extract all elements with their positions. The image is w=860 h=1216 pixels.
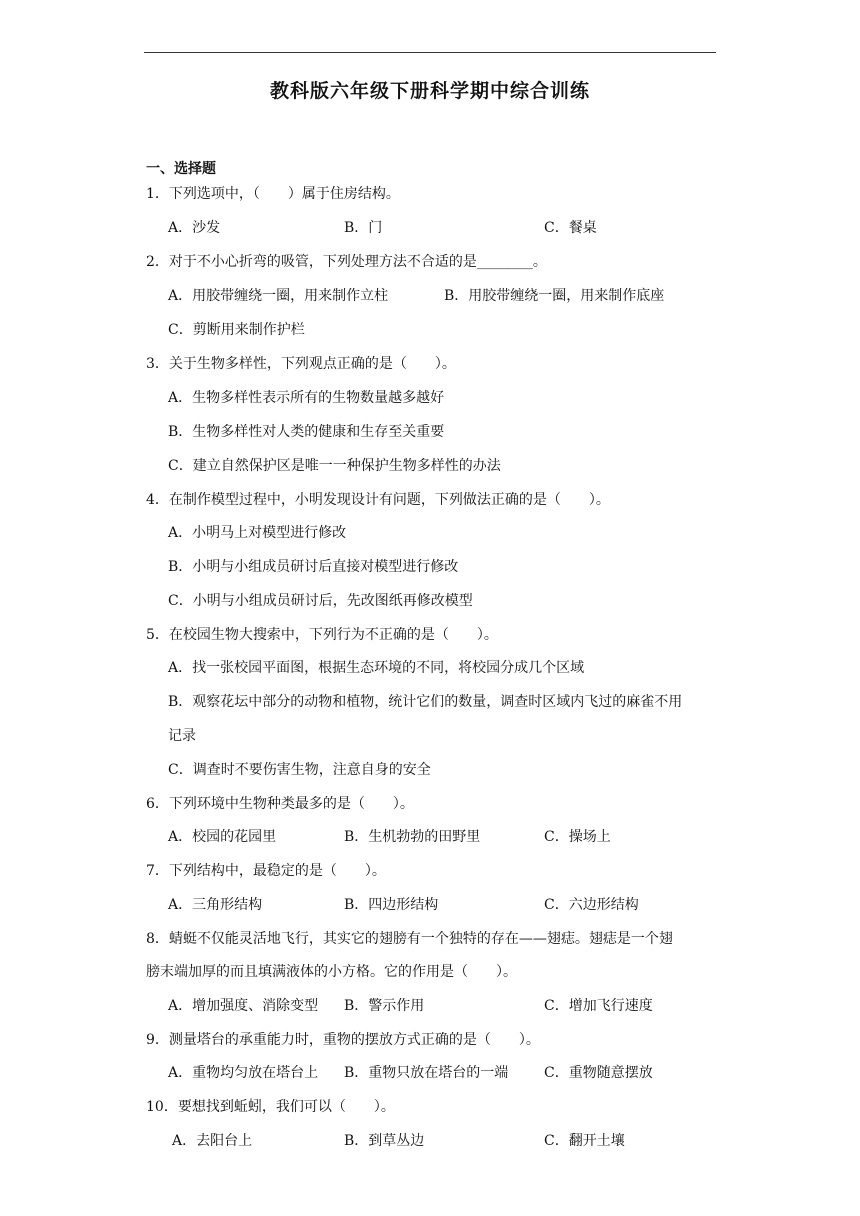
question-8-stem-continued: 膀末端加厚的而且填满液体的小方格。它的作用是（ ）。 bbox=[146, 964, 517, 980]
question-2-option-a: A．用胶带缠绕一圈，用来制作立柱 bbox=[168, 288, 389, 304]
question-9-option-a: A．重物均匀放在塔台上 bbox=[168, 1065, 319, 1081]
question-10-option-a: A．去阳台上 bbox=[172, 1133, 253, 1149]
question-4-option-c: C．小明与小组成员研讨后，先改图纸再修改模型 bbox=[168, 593, 473, 609]
question-3-option-a: A．生物多样性表示所有的生物数量越多越好 bbox=[168, 390, 445, 406]
question-6-stem: 6．下列环境中生物种类最多的是（ ）。 bbox=[146, 796, 414, 812]
question-1-option-b: B．门 bbox=[344, 220, 383, 236]
question-3-stem: 3．关于生物多样性，下列观点正确的是（ ）。 bbox=[146, 356, 456, 372]
question-2-option-b: B．用胶带缠绕一圈，用来制作底座 bbox=[444, 288, 665, 304]
question-8-stem: 8．蜻蜓不仅能灵活地飞行，其实它的翅膀有一个独特的存在——翅痣。翅痣是一个翅 bbox=[146, 931, 673, 947]
question-1-option-a: A．沙发 bbox=[168, 220, 221, 236]
question-8-option-c: C．增加飞行速度 bbox=[544, 998, 653, 1014]
question-6-option-c: C．操场上 bbox=[544, 829, 611, 845]
question-5-option-c: C．调查时不要伤害生物，注意自身的安全 bbox=[168, 762, 431, 778]
question-7-option-a: A．三角形结构 bbox=[168, 897, 263, 913]
question-10-option-c: C．翻开土壤 bbox=[544, 1133, 625, 1149]
question-4-option-a: A．小明马上对模型进行修改 bbox=[168, 525, 347, 541]
question-10-option-b: B．到草丛边 bbox=[344, 1133, 425, 1149]
document-title: 教科版六年级下册科学期中综合训练 bbox=[269, 80, 590, 102]
question-4-option-b: B．小明与小组成员研讨后直接对模型进行修改 bbox=[168, 559, 459, 575]
question-9-option-b: B．重物只放在塔台的一端 bbox=[344, 1065, 509, 1081]
question-5-option-b: B．观察花坛中部分的动物和植物，统计它们的数量，调查时区域内飞过的麻雀不用 bbox=[168, 694, 683, 710]
question-7-option-c: C．六边形结构 bbox=[544, 897, 639, 913]
question-2-stem: 2．对于不小心折弯的吸管，下列处理方法不合适的是________。 bbox=[146, 254, 547, 270]
question-5-stem: 5．在校园生物大搜索中，下列行为不正确的是（ ）。 bbox=[146, 627, 498, 643]
question-1-stem: 1．下列选项中，（ ）属于住房结构。 bbox=[146, 186, 400, 202]
question-2-option-c: C．剪断用来制作护栏 bbox=[168, 322, 305, 338]
question-6-option-a: A．校园的花园里 bbox=[168, 829, 277, 845]
header-rule bbox=[144, 52, 716, 53]
question-3-option-b: B．生物多样性对人类的健康和生存至关重要 bbox=[168, 424, 445, 440]
question-8-option-b: B．警示作用 bbox=[344, 998, 425, 1014]
section-heading: 一、选择题 bbox=[146, 161, 216, 177]
question-3-option-c: C．建立自然保护区是唯一一种保护生物多样性的办法 bbox=[168, 458, 501, 474]
question-9-option-c: C．重物随意摆放 bbox=[544, 1065, 653, 1081]
question-5-option-a: A．找一张校园平面图，根据生态环境的不同，将校园分成几个区域 bbox=[168, 660, 585, 676]
question-7-option-b: B．四边形结构 bbox=[344, 897, 439, 913]
question-8-option-a: A．增加强度、消除变型 bbox=[168, 998, 319, 1014]
question-9-stem: 9．测量塔台的承重能力时，重物的摆放方式正确的是（ ）。 bbox=[146, 1032, 540, 1048]
question-5-option-b-continued: 记录 bbox=[168, 728, 196, 744]
question-4-stem: 4．在制作模型过程中，小明发现设计有问题，下列做法正确的是（ ）。 bbox=[146, 492, 610, 508]
question-1-option-c: C．餐桌 bbox=[544, 220, 597, 236]
question-7-stem: 7．下列结构中，最稳定的是（ ）。 bbox=[146, 863, 386, 879]
question-6-option-b: B．生机勃勃的田野里 bbox=[344, 829, 481, 845]
question-10-stem: 10．要想找到蚯蚓，我们可以（ ）。 bbox=[146, 1099, 395, 1115]
